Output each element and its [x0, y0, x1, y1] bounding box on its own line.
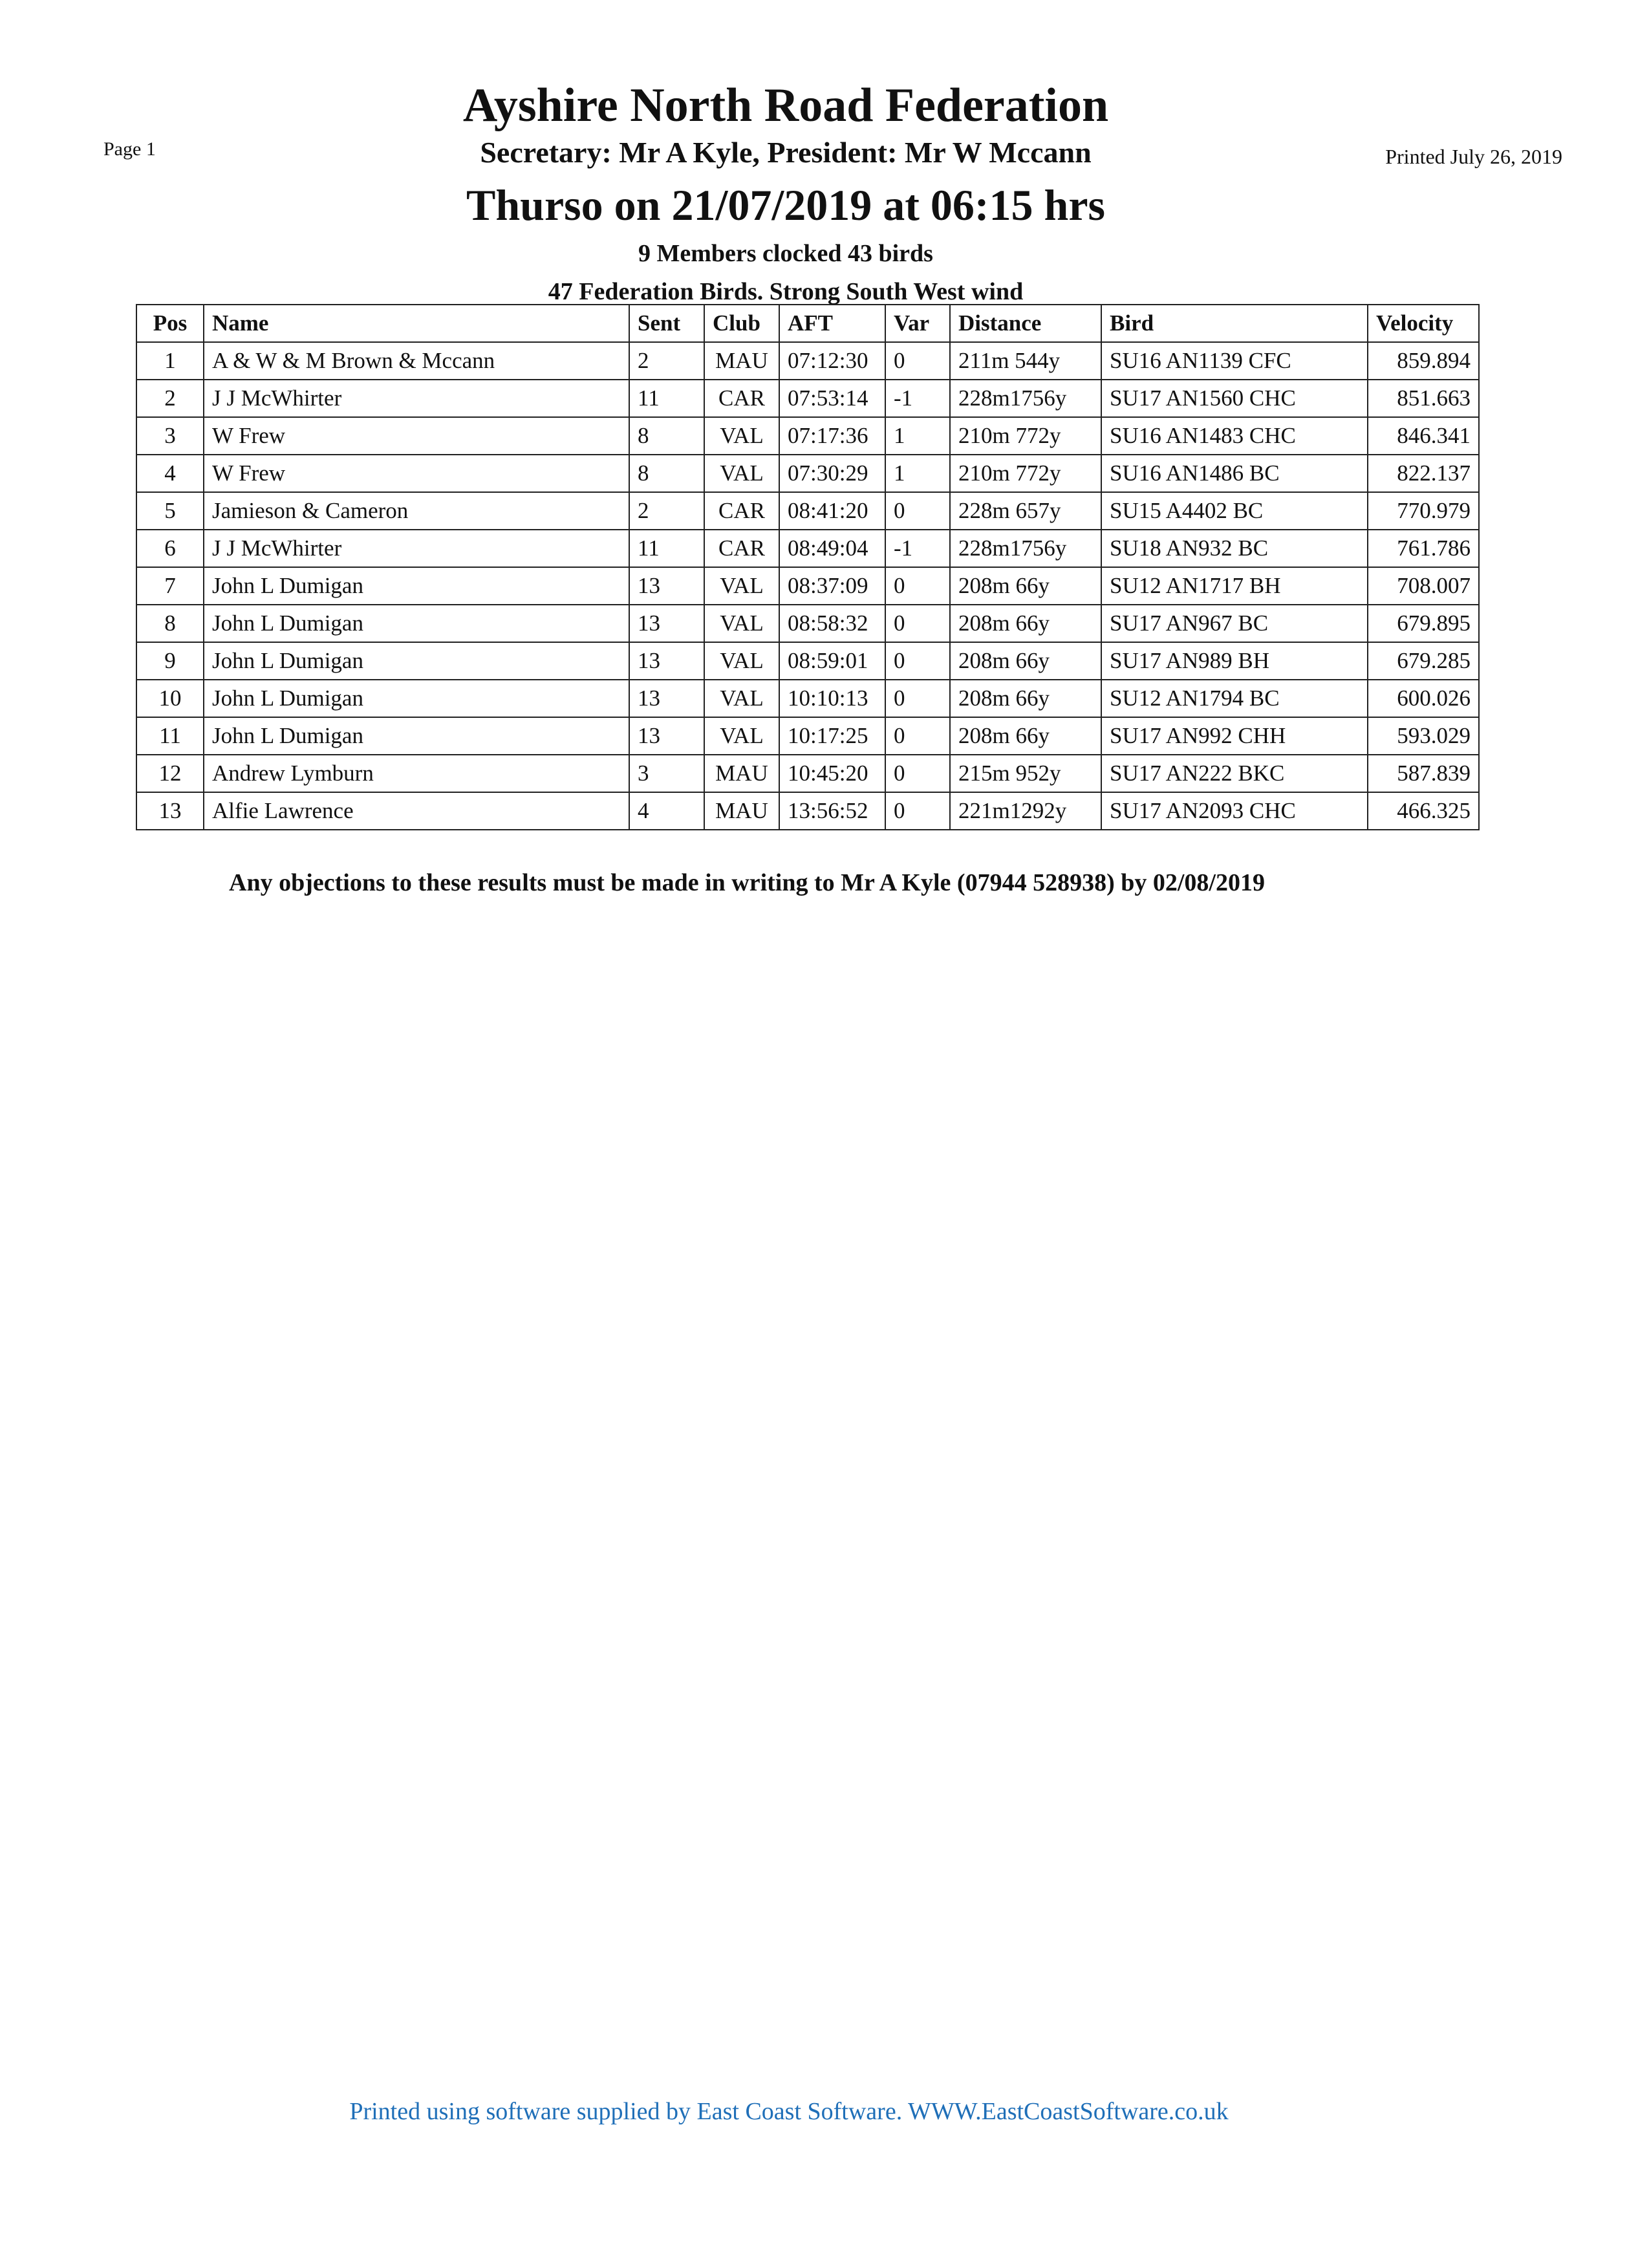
officials-line: Secretary: Mr A Kyle, President: Mr W Mccann	[480, 136, 1092, 169]
document-title: Ayshire North Road Federation	[462, 79, 1109, 132]
cell-var: 0	[885, 567, 950, 605]
column-header-distance: Distance	[950, 305, 1101, 342]
cell-pos: 9	[136, 642, 204, 680]
cell-bird: SU18 AN932 BC	[1101, 530, 1368, 567]
cell-club: MAU	[704, 342, 779, 380]
cell-sent: 3	[629, 755, 704, 792]
cell-name: John L Dumigan	[204, 717, 629, 755]
cell-sent: 8	[629, 417, 704, 455]
cell-distance: 221m1292y	[950, 792, 1101, 830]
table-row	[136, 605, 1479, 642]
cell-club: MAU	[704, 755, 779, 792]
cell-name: W Frew	[204, 417, 629, 455]
table-row	[136, 492, 1479, 530]
cell-sent: 13	[629, 567, 704, 605]
cell-aft: 07:53:14	[779, 380, 885, 417]
cell-sent: 2	[629, 342, 704, 380]
cell-sent: 13	[629, 717, 704, 755]
page-number: Page 1	[103, 138, 156, 160]
cell-distance: 228m1756y	[950, 380, 1101, 417]
cell-name: W Frew	[204, 455, 629, 492]
cell-aft: 08:58:32	[779, 605, 885, 642]
cell-velocity: 851.663	[1368, 380, 1479, 417]
cell-club: CAR	[704, 380, 779, 417]
cell-name: Andrew Lymburn	[204, 755, 629, 792]
cell-distance: 228m 657y	[950, 492, 1101, 530]
cell-sent: 2	[629, 492, 704, 530]
cell-bird: SU17 AN989 BH	[1101, 642, 1368, 680]
cell-pos: 1	[136, 342, 204, 380]
cell-velocity: 846.341	[1368, 417, 1479, 455]
cell-aft: 13:56:52	[779, 792, 885, 830]
cell-bird: SU17 AN992 CHH	[1101, 717, 1368, 755]
cell-velocity: 600.026	[1368, 680, 1479, 717]
cell-var: -1	[885, 530, 950, 567]
table-row	[136, 417, 1479, 455]
cell-var: 0	[885, 792, 950, 830]
cell-sent: 4	[629, 792, 704, 830]
cell-velocity: 679.285	[1368, 642, 1479, 680]
cell-sent: 11	[629, 530, 704, 567]
document-header	[0, 76, 1571, 310]
cell-bird: SU16 AN1139 CFC	[1101, 342, 1368, 380]
software-footer: Printed using software supplied by East Coast Software. WWW.EastCoastSoftware.co.uk	[349, 2098, 1229, 2125]
cell-var: 0	[885, 717, 950, 755]
cell-distance: 228m1756y	[950, 530, 1101, 567]
cell-club: VAL	[704, 642, 779, 680]
cell-var: 0	[885, 492, 950, 530]
cell-pos: 13	[136, 792, 204, 830]
cell-bird: SU17 AN2093 CHC	[1101, 792, 1368, 830]
cell-bird: SU12 AN1794 BC	[1101, 680, 1368, 717]
cell-distance: 210m 772y	[950, 455, 1101, 492]
cell-velocity: 822.137	[1368, 455, 1479, 492]
table-row	[136, 680, 1479, 717]
cell-name: John L Dumigan	[204, 680, 629, 717]
cell-club: VAL	[704, 455, 779, 492]
cell-distance: 208m 66y	[950, 567, 1101, 605]
table-row	[136, 342, 1479, 380]
cell-distance: 215m 952y	[950, 755, 1101, 792]
cell-aft: 08:37:09	[779, 567, 885, 605]
cell-name: Jamieson & Cameron	[204, 492, 629, 530]
cell-var: 1	[885, 417, 950, 455]
cell-pos: 6	[136, 530, 204, 567]
cell-velocity: 708.007	[1368, 567, 1479, 605]
cell-club: CAR	[704, 530, 779, 567]
cell-club: VAL	[704, 417, 779, 455]
cell-sent: 11	[629, 380, 704, 417]
cell-club: VAL	[704, 605, 779, 642]
cell-distance: 211m 544y	[950, 342, 1101, 380]
table-row	[136, 792, 1479, 830]
cell-bird: SU12 AN1717 BH	[1101, 567, 1368, 605]
cell-pos: 11	[136, 717, 204, 755]
cell-sent: 13	[629, 680, 704, 717]
cell-aft: 10:10:13	[779, 680, 885, 717]
column-header-sent: Sent	[629, 305, 704, 342]
cell-velocity: 679.895	[1368, 605, 1479, 642]
cell-name: John L Dumigan	[204, 567, 629, 605]
cell-bird: SU17 AN1560 CHC	[1101, 380, 1368, 417]
cell-velocity: 593.029	[1368, 717, 1479, 755]
results-table	[136, 304, 1480, 830]
table-row	[136, 455, 1479, 492]
cell-aft: 10:17:25	[779, 717, 885, 755]
cell-pos: 8	[136, 605, 204, 642]
cell-pos: 2	[136, 380, 204, 417]
column-header-name: Name	[204, 305, 629, 342]
cell-var: 0	[885, 342, 950, 380]
cell-sent: 8	[629, 455, 704, 492]
cell-var: 1	[885, 455, 950, 492]
cell-bird: SU15 A4402 BC	[1101, 492, 1368, 530]
column-header-var: Var	[885, 305, 950, 342]
column-header-velocity: Velocity	[1368, 305, 1479, 342]
cell-velocity: 859.894	[1368, 342, 1479, 380]
cell-aft: 07:12:30	[779, 342, 885, 380]
federation-birds-line: 47 Federation Birds. Strong South West wind	[548, 278, 1024, 305]
cell-bird: SU17 AN222 BKC	[1101, 755, 1368, 792]
cell-var: 0	[885, 680, 950, 717]
cell-pos: 12	[136, 755, 204, 792]
cell-club: MAU	[704, 792, 779, 830]
cell-distance: 208m 66y	[950, 717, 1101, 755]
printed-date: Printed July 26, 2019	[1385, 145, 1562, 168]
table-row	[136, 642, 1479, 680]
cell-sent: 13	[629, 605, 704, 642]
cell-aft: 08:59:01	[779, 642, 885, 680]
column-header-club: Club	[704, 305, 779, 342]
cell-var: -1	[885, 380, 950, 417]
race-title: Thurso on 21/07/2019 at 06:15 hrs	[466, 180, 1105, 230]
column-header-bird: Bird	[1101, 305, 1368, 342]
cell-name: J J McWhirter	[204, 380, 629, 417]
cell-distance: 210m 772y	[950, 417, 1101, 455]
cell-var: 0	[885, 605, 950, 642]
cell-velocity: 770.979	[1368, 492, 1479, 530]
cell-pos: 4	[136, 455, 204, 492]
table-row	[136, 567, 1479, 605]
cell-club: VAL	[704, 717, 779, 755]
cell-aft: 07:17:36	[779, 417, 885, 455]
cell-bird: SU16 AN1483 CHC	[1101, 417, 1368, 455]
cell-velocity: 587.839	[1368, 755, 1479, 792]
cell-bird: SU16 AN1486 BC	[1101, 455, 1368, 492]
cell-club: VAL	[704, 680, 779, 717]
cell-name: Alfie Lawrence	[204, 792, 629, 830]
cell-velocity: 466.325	[1368, 792, 1479, 830]
table-header-row	[136, 305, 1479, 342]
cell-aft: 10:45:20	[779, 755, 885, 792]
results-body	[136, 342, 1479, 830]
cell-club: CAR	[704, 492, 779, 530]
cell-var: 0	[885, 642, 950, 680]
objections-notice: Any objections to these results must be made in writing to Mr A Kyle (07944 528938) by 02/08/2019	[229, 869, 1265, 896]
cell-aft: 07:30:29	[779, 455, 885, 492]
cell-pos: 10	[136, 680, 204, 717]
table-row	[136, 755, 1479, 792]
cell-bird: SU17 AN967 BC	[1101, 605, 1368, 642]
cell-var: 0	[885, 755, 950, 792]
cell-distance: 208m 66y	[950, 642, 1101, 680]
cell-aft: 08:49:04	[779, 530, 885, 567]
table-row	[136, 380, 1479, 417]
cell-name: J J McWhirter	[204, 530, 629, 567]
table-row	[136, 717, 1479, 755]
cell-distance: 208m 66y	[950, 605, 1101, 642]
column-header-pos: Pos	[136, 305, 204, 342]
cell-pos: 3	[136, 417, 204, 455]
members-clocked: 9 Members clocked 43 birds	[638, 240, 933, 267]
cell-club: VAL	[704, 567, 779, 605]
column-header-aft: AFT	[779, 305, 885, 342]
cell-aft: 08:41:20	[779, 492, 885, 530]
cell-name: John L Dumigan	[204, 605, 629, 642]
cell-name: A & W & M Brown & Mccann	[204, 342, 629, 380]
table-row	[136, 530, 1479, 567]
cell-distance: 208m 66y	[950, 680, 1101, 717]
cell-name: John L Dumigan	[204, 642, 629, 680]
cell-pos: 5	[136, 492, 204, 530]
cell-pos: 7	[136, 567, 204, 605]
cell-sent: 13	[629, 642, 704, 680]
cell-velocity: 761.786	[1368, 530, 1479, 567]
